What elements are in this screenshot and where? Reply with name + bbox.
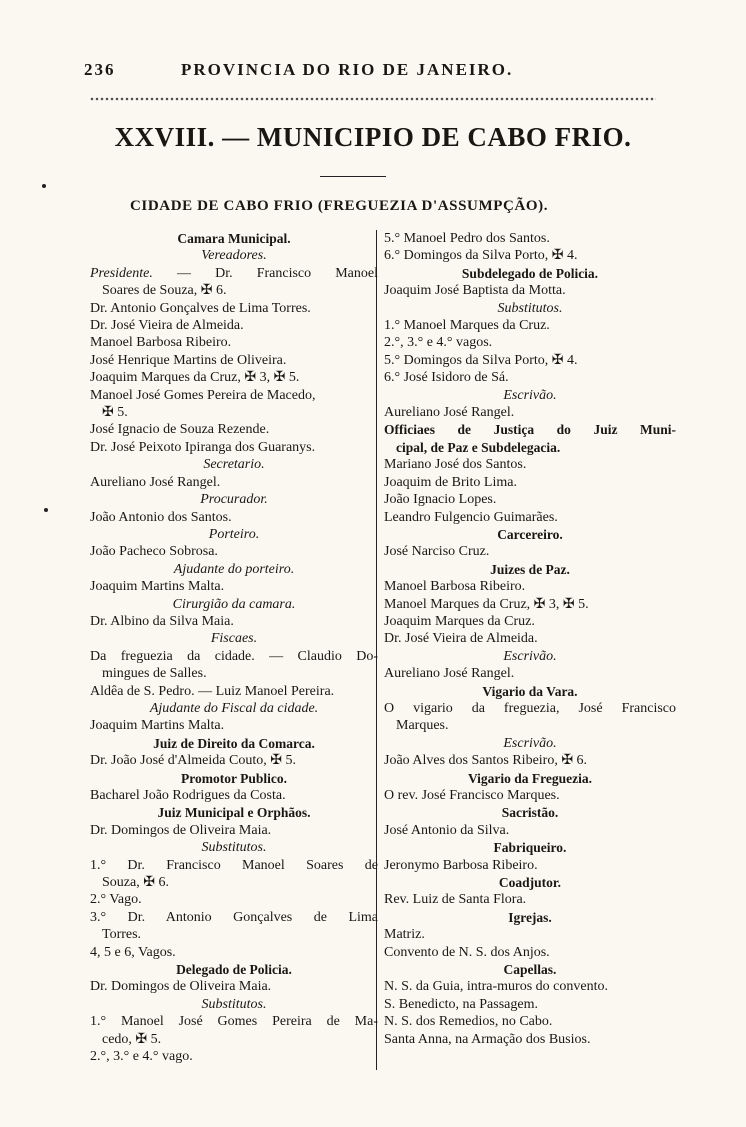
section-heading: Igrejas.: [508, 909, 552, 925]
entry-line: Torres.: [102, 927, 142, 943]
running-title: PROVINCIA DO RIO DE JANEIRO.: [181, 60, 514, 79]
entry-line: 2.° Vago.: [90, 892, 142, 908]
subheading: Cirurgião da camara.: [172, 596, 296, 612]
section-heading: Vigario da Freguezia.: [467, 770, 593, 786]
entry-line: Bacharel João Rodrigues da Costa.: [90, 788, 286, 803]
section-heading: Coadjutor.: [498, 875, 562, 891]
entry-line: 6.° José Isidoro de Sá.: [384, 370, 509, 386]
entry-line: cedo, ✠ 5.: [102, 1031, 162, 1047]
entry-line: João Ignacio Lopes.: [384, 492, 497, 508]
entry-line: Manoel Marques da Cruz, ✠ 3, ✠ 5.: [384, 596, 589, 612]
entry-line: Joaquim Martins Malta.: [90, 579, 225, 595]
page-header: [84, 60, 674, 86]
entry-line: Mariano José dos Santos.: [384, 457, 527, 473]
entry-line: 1.° Manoel José Gomes Pereira de Ma-: [90, 1014, 378, 1030]
subheading: Ajudante do porteiro.: [173, 561, 295, 577]
entry-line: 4, 5 e 6, Vagos.: [90, 944, 176, 960]
entry-line: Dr. Antonio Gonçalves de Lima Torres.: [90, 300, 311, 316]
entry-line: Joaquim de Brito Lima.: [384, 474, 517, 490]
entry-line: O rev. José Francisco Marques.: [384, 788, 560, 803]
section-heading: Officiaes de Justiça do Juiz Muni-: [384, 422, 676, 438]
entry-line: Dr. José Peixoto Ipiranga dos Guaranys.: [90, 439, 316, 455]
section-heading: Fabriqueiro.: [493, 840, 567, 856]
short-rule: [320, 176, 386, 177]
subheading: Escrivão.: [503, 735, 557, 751]
speck: [44, 508, 48, 512]
entry-line: Presidente. — Dr. Francisco Manoel: [90, 265, 378, 281]
right-column: [384, 230, 676, 1048]
entry-line: José Henrique Martins de Oliveira.: [90, 352, 287, 368]
section-heading: Delegado de Policia.: [176, 962, 292, 978]
entry-line: Aureliano José Rangel.: [90, 474, 221, 490]
section-subtitle: CIDADE DE CABO FRIO (FREGUEZIA D'ASSUMPÇÃO).: [130, 198, 549, 214]
entry-line: 5.° Manoel Pedro dos Santos.: [384, 231, 550, 246]
entry-line: 6.° Domingos da Silva Porto, ✠ 4.: [384, 248, 578, 264]
subheading: Vereadores.: [201, 248, 267, 264]
entry-line: ✠ 5.: [102, 405, 128, 421]
entry-line: Dr. Domingos de Oliveira Maia.: [90, 979, 272, 995]
section-heading: Sacristão.: [501, 805, 559, 821]
subheading: Ajudante do Fiscal da cidade.: [149, 700, 319, 716]
subheading: Substitutos.: [497, 300, 563, 316]
entry-line: João Alves dos Santos Ribeiro, ✠ 6.: [384, 753, 588, 769]
section-heading: Juizes de Paz.: [490, 561, 570, 577]
entry-line: N. S. dos Remedios, no Cabo.: [384, 1014, 553, 1030]
section-heading: Vigario da Vara.: [482, 683, 578, 699]
entry-line: mingues de Salles.: [102, 666, 207, 682]
subheading: Procurador.: [200, 492, 268, 508]
entry-line: O vigario da freguezia, José Francisco: [384, 700, 676, 716]
entry-line: Manoel José Gomes Pereira de Macedo,: [90, 387, 316, 403]
entry-line: Aureliano José Rangel.: [384, 405, 515, 421]
left-column: [90, 230, 378, 1066]
entry-line: Joaquim Martins Malta.: [90, 718, 225, 734]
chapter-title: XXVIII. — MUNICIPIO DE CABO FRIO.: [114, 122, 632, 152]
entry-line: Aldêa de S. Pedro. — Luiz Manoel Pereira.: [90, 683, 335, 699]
entry-line: Marques.: [396, 718, 449, 734]
entry-line: João Pacheco Sobrosa.: [90, 544, 218, 560]
entry-line: Dr. José Vieira de Almeida.: [384, 631, 538, 647]
page-number: 236: [84, 60, 116, 79]
section-heading: Juiz Municipal e Orphãos.: [157, 805, 311, 821]
entry-line: Rev. Luiz de Santa Flora.: [384, 892, 527, 908]
section-heading: Camara Municipal.: [177, 231, 291, 246]
subheading: Escrivão.: [503, 387, 557, 403]
subheading: Fiscaes.: [210, 631, 258, 647]
entry-line: Santa Anna, na Armação dos Busios.: [384, 1031, 591, 1047]
subheading: Escrivão.: [503, 648, 557, 664]
entry-line: 3.° Dr. Antonio Gonçalves de Lima: [90, 909, 378, 925]
entry-line: Soares de Souza, ✠ 6.: [102, 283, 227, 299]
ornamental-rule: [90, 96, 656, 102]
subheading: Porteiro.: [208, 526, 260, 542]
entry-line: Manoel Barbosa Ribeiro.: [384, 579, 526, 595]
entry-line: Manoel Barbosa Ribeiro.: [90, 335, 232, 351]
subheading: Secretario.: [203, 457, 265, 473]
entry-line: José Narciso Cruz.: [384, 544, 490, 560]
entry-line: Dr. Domingos de Oliveira Maia.: [90, 822, 272, 838]
entry-line: Joaquim Marques da Cruz, ✠ 3, ✠ 5.: [90, 370, 300, 386]
entry-line: Aureliano José Rangel.: [384, 666, 515, 682]
entry-line: 2.°, 3.° e 4.° vago.: [90, 1049, 193, 1065]
speck: [42, 184, 46, 188]
entry-line: Jeronymo Barbosa Ribeiro.: [384, 857, 538, 873]
entry-line: José Ignacio de Souza Rezende.: [90, 422, 270, 438]
entry-line: Convento de N. S. dos Anjos.: [384, 944, 550, 960]
entry-line: 1.° Manoel Marques da Cruz.: [384, 318, 550, 334]
entry-line: Dr. José Vieira de Almeida.: [90, 318, 244, 334]
entry-line: João Antonio dos Santos.: [90, 509, 232, 525]
entry-line: Dr. Albino da Silva Maia.: [90, 613, 234, 629]
entry-line: Leandro Fulgencio Guimarães.: [384, 509, 558, 525]
section-heading: Subdelegado de Policia.: [461, 265, 599, 281]
section-heading: cipal, de Paz e Subdelegacia.: [396, 439, 561, 455]
entry-line: Dr. João José d'Almeida Couto, ✠ 5.: [90, 753, 296, 769]
entry-line: Joaquim Marques da Cruz.: [384, 613, 535, 629]
entry-line: Da freguezia da cidade. — Claudio Do-: [90, 648, 378, 664]
entry-line: 5.° Domingos da Silva Porto, ✠ 4.: [384, 352, 578, 368]
entry-line: Souza, ✠ 6.: [102, 875, 169, 891]
entry-line: Joaquim José Baptista da Motta.: [384, 283, 566, 299]
entry-line: 2.°, 3.° e 4.° vagos.: [384, 335, 493, 351]
section-heading: Carcereiro.: [497, 526, 563, 542]
subheading: Substitutos.: [201, 840, 267, 856]
entry-line: 1.° Dr. Francisco Manoel Soares de: [90, 857, 378, 873]
entry-line: S. Benedicto, na Passagem.: [384, 996, 538, 1012]
entry-line: José Antonio da Silva.: [384, 822, 510, 838]
entry-line: N. S. da Guia, intra-muros do convento.: [384, 979, 608, 995]
subheading: Substitutos.: [201, 996, 267, 1012]
section-heading: Juiz de Direito da Comarca.: [153, 735, 315, 751]
entry-line: Matriz.: [384, 927, 425, 943]
section-heading: Promotor Publico.: [181, 770, 287, 786]
section-heading: Capellas.: [503, 962, 557, 978]
